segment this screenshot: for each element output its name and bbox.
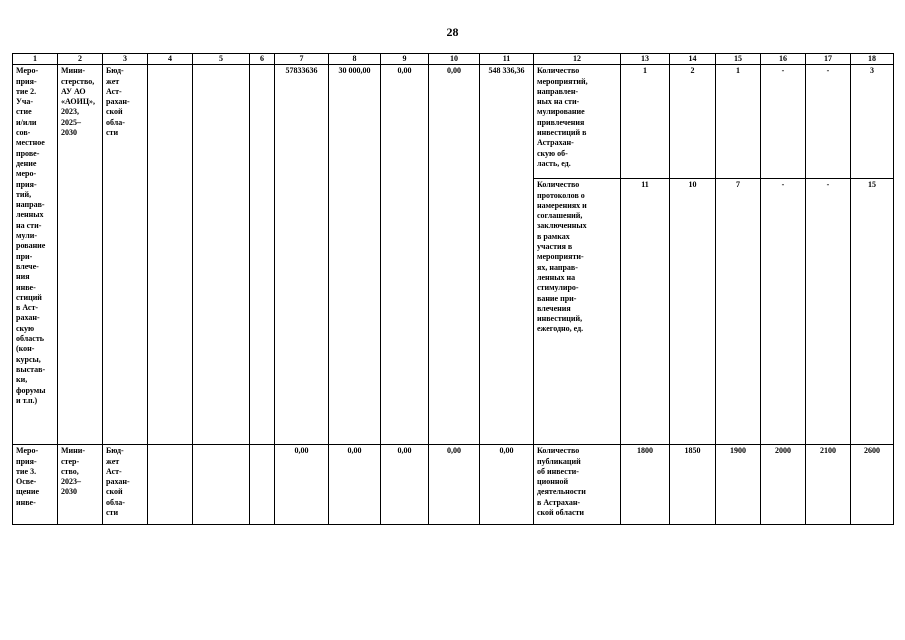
indicator-value: 1900 <box>716 445 761 525</box>
indicator-value: 1850 <box>670 445 716 525</box>
column-header: 12 <box>534 54 621 65</box>
funding-value: 57833636 <box>275 65 329 445</box>
column-header: 15 <box>716 54 761 65</box>
indicator-value: - <box>761 65 806 179</box>
measure-executor: Мини- стер- ство, 2023– 2030 <box>58 445 103 525</box>
column-header: 8 <box>329 54 381 65</box>
funding-value: 0,00 <box>429 445 480 525</box>
column-header: 7 <box>275 54 329 65</box>
column-header: 13 <box>621 54 670 65</box>
table-row <box>13 65 894 179</box>
column-header: 6 <box>250 54 275 65</box>
funding-value: 0,00 <box>429 65 480 445</box>
indicator-value: 1800 <box>621 445 670 525</box>
funding-value: 0,00 <box>381 65 429 445</box>
indicator-name: Количество публикаций об инвести- ционной деятельности в Астрахан- ской области <box>534 445 621 525</box>
column-header: 16 <box>761 54 806 65</box>
column-header: 1 <box>13 54 58 65</box>
indicator-value: 2000 <box>761 445 806 525</box>
measures-table <box>12 53 894 525</box>
indicator-value: 11 <box>621 179 670 445</box>
indicator-value: - <box>806 65 851 179</box>
indicator-name: Количество протоколов о намерениях и соглашений, заключенных в рамках участия в мероприяти- ях, направ- ленных на стимулиро- вание при- влечения инвестиций, ежегодно, ед. <box>534 179 621 445</box>
indicator-value: 7 <box>716 179 761 445</box>
measure-funding-source: Бюд- жет Аст- рахан- ской обла- сти <box>103 65 148 445</box>
indicator-name: Количество мероприятий, направлен- ных на сти- мулирование привлечения инвестиций в Астрахан- скую об- ласть, ед. <box>534 65 621 179</box>
column-header: 18 <box>851 54 894 65</box>
funding-value: 0,00 <box>381 445 429 525</box>
column-numbers-row <box>13 54 894 65</box>
indicator-value: - <box>806 179 851 445</box>
table-row <box>13 445 894 525</box>
empty-cell <box>250 65 275 445</box>
measure-funding-source: Бюд- жет Аст- рахан- ской обла- сти <box>103 445 148 525</box>
measure-executor: Мини- стерство, АУ АО «АОИЦ», 2023, 2025– 2030 <box>58 65 103 445</box>
empty-cell <box>193 65 250 445</box>
indicator-value: 2 <box>670 65 716 179</box>
column-header: 14 <box>670 54 716 65</box>
funding-value: 0,00 <box>275 445 329 525</box>
empty-cell <box>193 445 250 525</box>
indicator-value: 1 <box>621 65 670 179</box>
empty-cell <box>250 445 275 525</box>
indicator-value: 3 <box>851 65 894 179</box>
column-header: 17 <box>806 54 851 65</box>
page-number: 28 <box>446 25 459 39</box>
column-header: 11 <box>480 54 534 65</box>
funding-value: 0,00 <box>480 445 534 525</box>
empty-cell <box>148 445 193 525</box>
column-header: 4 <box>148 54 193 65</box>
indicator-value: 1 <box>716 65 761 179</box>
column-header: 2 <box>58 54 103 65</box>
column-header: 5 <box>193 54 250 65</box>
column-header: 3 <box>103 54 148 65</box>
indicator-value: 15 <box>851 179 894 445</box>
funding-value: 0,00 <box>329 445 381 525</box>
indicator-value: 2600 <box>851 445 894 525</box>
funding-value: 548 336,36 <box>480 65 534 445</box>
empty-cell <box>148 65 193 445</box>
indicator-value: - <box>761 179 806 445</box>
column-header: 9 <box>381 54 429 65</box>
measure-name: Меро- прия- тие 3. Осве- щение инве- <box>13 445 58 525</box>
indicator-value: 10 <box>670 179 716 445</box>
column-header: 10 <box>429 54 480 65</box>
funding-value: 30 000,00 <box>329 65 381 445</box>
indicator-value: 2100 <box>806 445 851 525</box>
measure-name: Меро- прия- тие 2. Уча- стие и/или сов- местное прове- дение меро- прия- тий, направ- ленных на сти- мули- рование при- влече- ния инве- стиций в Аст- рахан- скую область (кон- курсы, выстав- ки, форумы и т.п.) <box>13 65 58 445</box>
